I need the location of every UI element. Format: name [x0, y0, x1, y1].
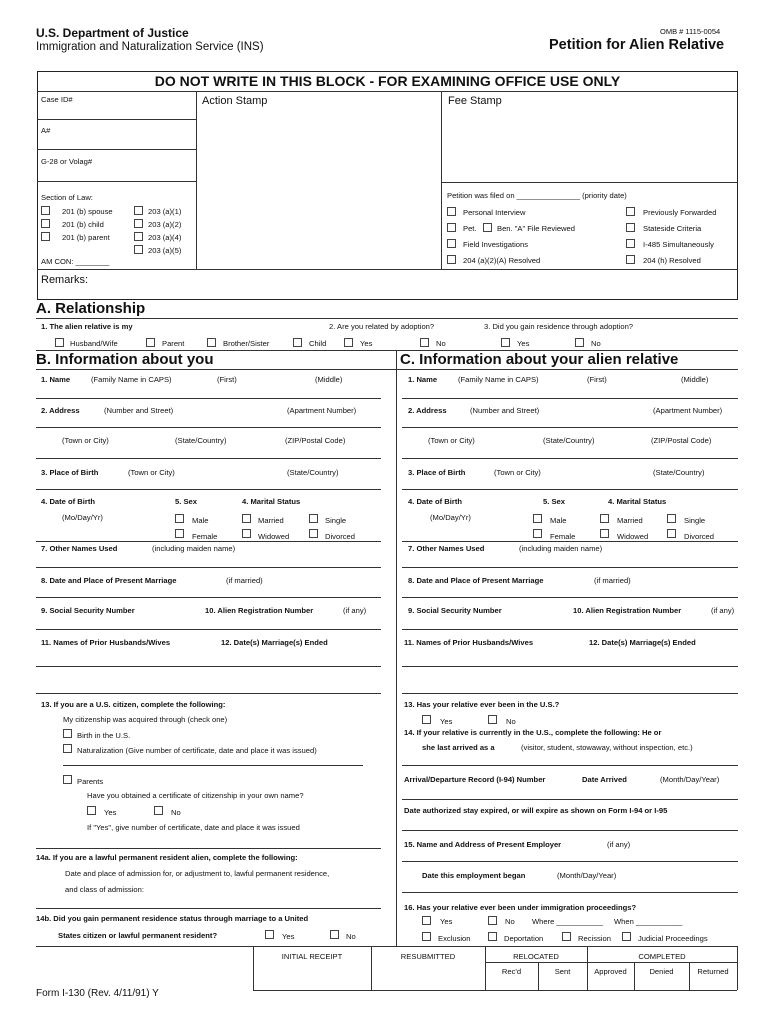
c-marriage-label: 8. Date and Place of Present Marriage [408, 576, 544, 585]
law-203a1-checkbox[interactable] [134, 206, 143, 215]
completed-label: COMPLETED [638, 952, 686, 961]
c-deportation-label: Deportation [504, 934, 544, 943]
residence-adoption-yes-label: Yes [517, 339, 530, 348]
c-other-names-hint: (including maiden name) [519, 544, 603, 553]
personal-interview-label: Personal Interview [463, 208, 526, 217]
c-exclusion-checkbox[interactable] [422, 932, 431, 941]
c-family-name-hint: (Family Name in CAPS) [458, 375, 539, 384]
previously-forwarded-checkbox[interactable] [626, 207, 635, 216]
c-authorized-stay-label: Date authorized stay expired, or will expire as shown on Form I-94 or I-95 [404, 806, 668, 815]
b-first-name-hint: (First) [217, 375, 237, 384]
adoption-yes-checkbox[interactable] [344, 338, 353, 347]
c-single-label: Single [684, 516, 706, 525]
c-proceedings-yes-label: Yes [440, 917, 453, 926]
b-alien-reg-label: 10. Alien Registration Number [205, 606, 314, 615]
b-dob-format-hint: (Mo/Day/Yr) [62, 513, 103, 522]
sent-label: Sent [554, 967, 571, 976]
office-use-banner: DO NOT WRITE IN THIS BLOCK - FOR EXAMINING OFFICE USE ONLY [154, 73, 621, 89]
b-parents-label: Parents [77, 777, 104, 786]
adoption-yes-label: Yes [360, 339, 373, 348]
b-place-of-birth-label: 3. Place of Birth [41, 468, 99, 477]
c-apartment-hint: (Apartment Number) [653, 406, 723, 415]
b-zip-hint: (ZIP/Postal Code) [285, 436, 346, 445]
b-state-country-hint: (State/Country) [175, 436, 227, 445]
c-proceedings-no-checkbox[interactable] [488, 916, 497, 925]
c-proceedings-yes-checkbox[interactable] [422, 916, 431, 925]
c-other-names-label: 7. Other Names Used [408, 544, 485, 553]
c-date-arrived-label: Date Arrived [582, 775, 627, 784]
recd-label: Rec'd [501, 967, 522, 976]
residence-adoption-no-label: No [591, 339, 601, 348]
c-prior-spouses-label: 11. Names of Prior Husbands/Wives [404, 638, 534, 647]
returned-label: Returned [697, 967, 729, 976]
b-dob-label: 4. Date of Birth [41, 497, 96, 506]
law-201b-parent-checkbox[interactable] [41, 232, 50, 241]
b-widowed-checkbox[interactable] [242, 529, 251, 538]
b-birth-us-checkbox[interactable] [63, 729, 72, 738]
approved-label: Approved [594, 967, 627, 976]
c-been-in-us-yes-label: Yes [440, 717, 453, 726]
c-proceedings-where: Where ___________ [532, 917, 603, 926]
c-employer-hint: (if any) [607, 840, 631, 849]
c-been-in-us-label: 13. Has your relative ever been in the U.S.? [404, 700, 560, 709]
c-arrival-record-label: Arrival/Departure Record (I-94) Number [404, 775, 546, 784]
c-pob-state-hint: (State/Country) [653, 468, 705, 477]
field-investigations-label: Field Investigations [463, 240, 529, 249]
resolved-204a2a-label: 204 (a)(2)(A) Resolved [463, 256, 541, 265]
resubmitted-label: RESUBMITTED [400, 952, 456, 961]
c-zip-hint: (ZIP/Postal Code) [651, 436, 712, 445]
law-203a1-label: 203 (a)(1) [148, 207, 182, 216]
brother-sister-label: Brother/Sister [223, 339, 270, 348]
c-middle-name-hint: (Middle) [681, 375, 709, 384]
pet-label: Pet. [463, 224, 477, 233]
b-address-label: 2. Address [41, 406, 80, 415]
b-marriage-residence-label: 14b. Did you gain permanent residence status through marriage to a United [36, 914, 309, 923]
agency-name: Immigration and Naturalization Service (INS) [36, 41, 264, 53]
c-been-in-us-no-checkbox[interactable] [488, 715, 497, 724]
brother-sister-checkbox[interactable] [207, 338, 216, 347]
c-proceedings-no-label: No [505, 917, 515, 926]
c-ssn-label: 9. Social Security Number [408, 606, 502, 615]
c-last-arrived-hint: (visitor, student, stowaway, without inspection, etc.) [521, 743, 693, 752]
c-proceedings-label: 16. Has your relative ever been under immigration proceedings? [404, 903, 637, 912]
law-203a2-checkbox[interactable] [134, 219, 143, 228]
i485-checkbox[interactable] [626, 239, 635, 248]
c-pob-town-hint: (Town or City) [494, 468, 541, 477]
b-cert-details: If "Yes", give number of certificate, date and place it was issued [87, 823, 300, 832]
b-widowed-label: Widowed [258, 532, 290, 541]
a-number-label: A# [41, 126, 51, 135]
c-alien-reg-hint: (if any) [711, 606, 735, 615]
c-dob-label: 4. Date of Birth [408, 497, 463, 506]
b-married-label: Married [258, 516, 284, 525]
law-201b-child-label: 201 (b) child [62, 220, 104, 229]
c-male-checkbox[interactable] [533, 514, 542, 523]
field-investigations-checkbox[interactable] [447, 239, 456, 248]
b-middle-name-hint: (Middle) [315, 375, 343, 384]
stateside-criteria-label: Stateside Criteria [643, 224, 702, 233]
law-203a4-checkbox[interactable] [134, 232, 143, 241]
b-marriage-hint: (if married) [226, 576, 263, 585]
husband-wife-label: Husband/Wife [70, 339, 118, 348]
c-dob-format-hint: (Mo/Day/Yr) [430, 513, 471, 522]
residence-adoption-question: 3. Did you gain residence through adoption? [484, 322, 634, 331]
c-last-arrived-label: she last arrived as a [422, 743, 495, 752]
previously-forwarded-label: Previously Forwarded [643, 208, 717, 217]
b-street-hint: (Number and Street) [104, 406, 174, 415]
child-checkbox[interactable] [293, 338, 302, 347]
b-single-checkbox[interactable] [309, 514, 318, 523]
b-prior-spouses-label: 11. Names of Prior Husbands/Wives [41, 638, 171, 647]
c-place-of-birth-label: 3. Place of Birth [408, 468, 466, 477]
c-marriages-ended-label: 12. Date(s) Marriage(s) Ended [589, 638, 696, 647]
c-currently-in-us-label: 14. If your relative is currently in the U.S., complete the following: He or [404, 728, 662, 737]
b-lpr-label: 14a. If you are a lawful permanent resident alien, complete the following: [36, 853, 298, 862]
b-town-hint: (Town or City) [62, 436, 109, 445]
b-male-label: Male [192, 516, 209, 525]
b-ssn-label: 9. Social Security Number [41, 606, 135, 615]
action-stamp-label: Action Stamp [202, 95, 268, 107]
c-state-country-hint: (State/Country) [543, 436, 595, 445]
c-judicial-checkbox[interactable] [622, 932, 631, 941]
pet-checkbox[interactable] [447, 223, 456, 232]
b-divorced-checkbox[interactable] [309, 529, 318, 538]
am-con-label: AM CON: ________ [41, 257, 110, 266]
c-deportation-checkbox[interactable] [488, 932, 497, 941]
c-widowed-label: Widowed [617, 532, 649, 541]
section-c-title: C. Information about your alien relative [400, 351, 679, 368]
residence-adoption-yes-checkbox[interactable] [501, 338, 510, 347]
b-single-label: Single [325, 516, 347, 525]
section-a-title: A. Relationship [36, 300, 146, 317]
b-female-label: Female [192, 532, 218, 541]
c-proceedings-when: When ___________ [614, 917, 683, 926]
c-recission-label: Recission [578, 934, 611, 943]
b-apartment-hint: (Apartment Number) [287, 406, 357, 415]
parent-label: Parent [162, 339, 185, 348]
b-cert-no-checkbox[interactable] [154, 806, 163, 815]
c-widowed-checkbox[interactable] [600, 529, 609, 538]
remarks-label: Remarks: [41, 274, 89, 286]
law-203a5-label: 203 (a)(5) [148, 246, 182, 255]
b-pob-town-hint: (Town or City) [128, 468, 175, 477]
b-cert-yes-label: Yes [104, 808, 117, 817]
b-divorced-label: Divorced [325, 532, 355, 541]
petition-filed-label: Petition was filed on _______________ (priority date) [447, 191, 627, 200]
resolved-204a2a-checkbox[interactable] [447, 255, 456, 264]
adoption-no-label: No [436, 339, 446, 348]
c-town-hint: (Town or City) [428, 436, 475, 445]
relation-question: 1. The alien relative is my [41, 322, 133, 331]
b-cert-yes-checkbox[interactable] [87, 806, 96, 815]
law-201b-child-checkbox[interactable] [41, 219, 50, 228]
b-cert-question: Have you obtained a certificate of citizenship in your own name? [87, 791, 304, 800]
form-identifier: Form I-130 (Rev. 4/11/91) Y [36, 988, 159, 999]
b-alien-reg-hint: (if any) [343, 606, 367, 615]
c-employment-began-label: Date this employment began [422, 871, 526, 880]
stateside-criteria-checkbox[interactable] [626, 223, 635, 232]
b-family-name-hint: (Family Name in CAPS) [91, 375, 172, 384]
c-female-checkbox[interactable] [533, 529, 542, 538]
c-date-arrived-hint: (Month/Day/Year) [660, 775, 720, 784]
c-male-label: Male [550, 516, 567, 525]
fee-stamp-label: Fee Stamp [448, 95, 502, 107]
c-recission-checkbox[interactable] [562, 932, 571, 941]
c-alien-reg-label: 10. Alien Registration Number [573, 606, 682, 615]
c-divorced-checkbox[interactable] [667, 529, 676, 538]
form-title: Petition for Alien Relative [549, 37, 725, 53]
c-employer-label: 15. Name and Address of Present Employer [404, 840, 562, 849]
ben-a-file-checkbox[interactable] [483, 223, 492, 232]
c-name-label: 1. Name [408, 375, 438, 384]
law-203a5-checkbox[interactable] [134, 245, 143, 254]
resolved-204h-checkbox[interactable] [626, 255, 635, 264]
b-naturalization-label: Naturalization (Give number of certificate, date and place it was issued) [77, 746, 317, 755]
b-lpr-line2: and class of admission: [65, 885, 144, 894]
c-been-in-us-yes-checkbox[interactable] [422, 715, 431, 724]
b-birth-us-label: Birth in the U.S. [77, 731, 131, 740]
residence-adoption-no-checkbox[interactable] [575, 338, 584, 347]
case-id-label: Case ID# [41, 95, 73, 104]
section-of-law-label: Section of Law: [41, 193, 93, 202]
initial-receipt-label: INITIAL RECEIPT [281, 952, 343, 961]
c-married-checkbox[interactable] [600, 514, 609, 523]
parent-checkbox[interactable] [146, 338, 155, 347]
b-marriage-residence-yes-checkbox[interactable] [265, 930, 274, 939]
c-address-label: 2. Address [408, 406, 447, 415]
c-been-in-us-no-label: No [506, 717, 516, 726]
b-citizenship-acquired: My citizenship was acquired through (check one) [63, 715, 228, 724]
law-201b-spouse-label: 201 (b) spouse [62, 207, 113, 216]
relocated-label: RELOCATED [513, 952, 559, 961]
law-201b-spouse-checkbox[interactable] [41, 206, 50, 215]
c-single-checkbox[interactable] [667, 514, 676, 523]
b-marriage-residence-no-label: No [346, 932, 356, 941]
c-married-label: Married [617, 516, 643, 525]
b-female-checkbox[interactable] [175, 529, 184, 538]
c-judicial-label: Judicial Proceedings [638, 934, 708, 943]
c-street-hint: (Number and Street) [470, 406, 540, 415]
b-marital-status-label: 4. Marital Status [242, 497, 301, 506]
b-marriage-residence-yes-label: Yes [282, 932, 295, 941]
child-label: Child [309, 339, 327, 348]
resolved-204h-label: 204 (h) Resolved [643, 256, 701, 265]
g28-label: G-28 or Volag# [41, 157, 93, 166]
c-marriage-hint: (if married) [594, 576, 631, 585]
c-divorced-label: Divorced [684, 532, 714, 541]
b-sex-label: 5. Sex [175, 497, 197, 506]
adoption-question: 2. Are you related by adoption? [329, 322, 435, 331]
husband-wife-checkbox[interactable] [55, 338, 64, 347]
office-use-block [37, 71, 738, 300]
c-sex-label: 5. Sex [543, 497, 565, 506]
i485-label: I-485 Simultaneously [643, 240, 714, 249]
law-201b-parent-label: 201 (b) parent [62, 233, 110, 242]
b-other-names-hint: (including maiden name) [152, 544, 236, 553]
b-marriages-ended-label: 12. Date(s) Marriage(s) Ended [221, 638, 328, 647]
b-lpr-line1: Date and place of admission for, or adjustment to, lawful permanent residence, [65, 869, 330, 878]
c-first-name-hint: (First) [587, 375, 607, 384]
c-marital-status-label: 4. Marital Status [608, 497, 667, 506]
b-marriage-label: 8. Date and Place of Present Marriage [41, 576, 177, 585]
b-marriage-residence-line2: States citizen or lawful permanent resident? [58, 931, 218, 940]
department-name: U.S. Department of Justice [36, 26, 189, 40]
law-203a2-label: 203 (a)(2) [148, 220, 182, 229]
b-cert-no-label: No [171, 808, 181, 817]
b-pob-state-hint: (State/Country) [287, 468, 339, 477]
c-employment-began-hint: (Month/Day/Year) [557, 871, 617, 880]
b-name-label: 1. Name [41, 375, 71, 384]
b-marriage-residence-no-checkbox[interactable] [330, 930, 339, 939]
personal-interview-checkbox[interactable] [447, 207, 456, 216]
section-b-title: B. Information about you [36, 351, 214, 368]
b-naturalization-checkbox[interactable] [63, 744, 72, 753]
ben-a-file-label: Ben. "A" File Reviewed [497, 224, 575, 233]
b-parents-checkbox[interactable] [63, 775, 72, 784]
b-married-checkbox[interactable] [242, 514, 251, 523]
b-other-names-label: 7. Other Names Used [41, 544, 118, 553]
b-us-citizen-label: 13. If you are a U.S. citizen, complete the following: [41, 700, 226, 709]
law-203a4-label: 203 (a)(4) [148, 233, 182, 242]
c-exclusion-label: Exclusion [438, 934, 471, 943]
denied-label: Denied [649, 967, 674, 976]
omb-number: OMB # 1115-0054 [660, 27, 721, 36]
adoption-no-checkbox[interactable] [420, 338, 429, 347]
c-female-label: Female [550, 532, 576, 541]
b-male-checkbox[interactable] [175, 514, 184, 523]
